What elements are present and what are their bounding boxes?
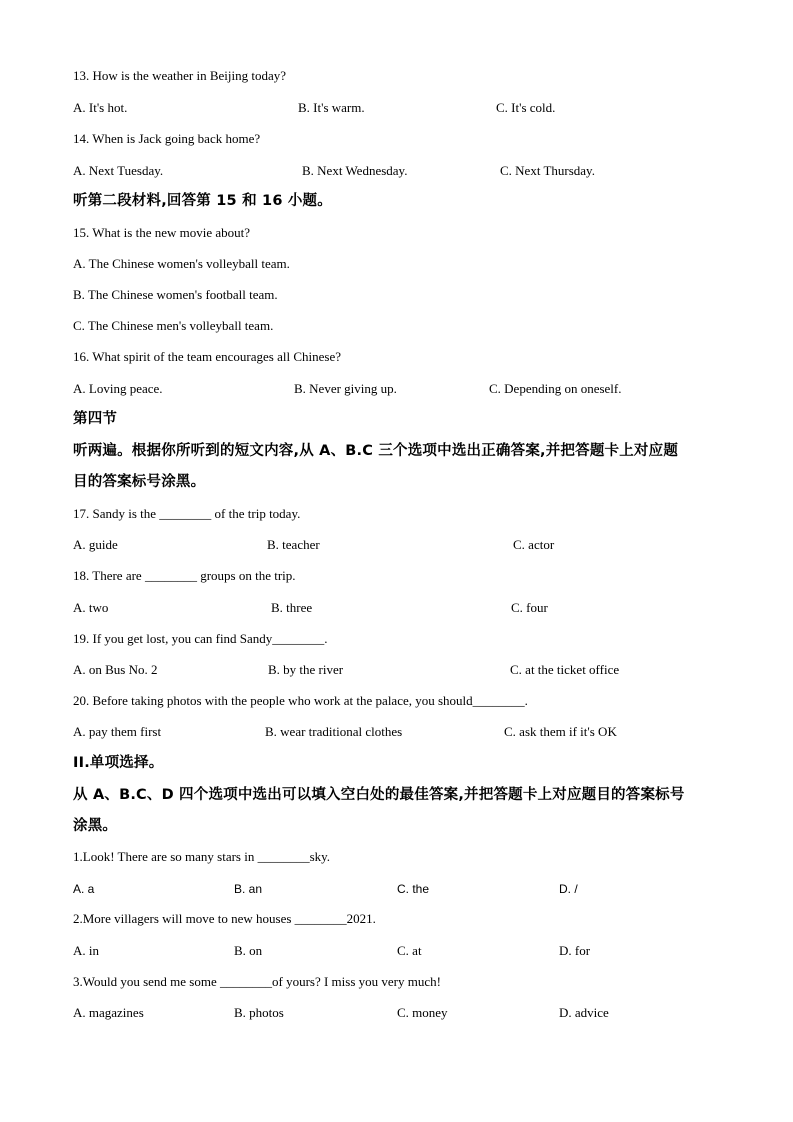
- q19-option-b: B. by the river: [268, 662, 344, 677]
- g3-option-d: D. advice: [559, 1005, 609, 1020]
- q13-option-a: A. It's hot.: [73, 100, 128, 115]
- part2-heading: 听第二段材料,回答第 15 和 16 小题。: [73, 193, 332, 209]
- q13-option-c: C. It's cold.: [496, 100, 556, 115]
- q14-option-c: C. Next Thursday.: [500, 163, 595, 178]
- g2-option-b: B. on: [234, 943, 263, 958]
- q19-option-a: A. on Bus No. 2: [73, 662, 158, 677]
- g1-option-b: B. an: [234, 882, 263, 896]
- q15-option-b: B. The Chinese women's football team.: [73, 287, 278, 302]
- q20-option-c: C. ask them if it's OK: [504, 724, 617, 739]
- question-14: 14. When is Jack going back home?: [73, 131, 261, 146]
- grammar-question-3: 3.Would you send me some ________of yours? I miss you very much!: [73, 974, 441, 989]
- q17-option-a: A. guide: [73, 537, 118, 552]
- q14-option-b: B. Next Wednesday.: [302, 163, 408, 178]
- section4-instruction-line1: 听两遍。根据你所听到的短文内容,从 A、B.C 三个选项中选出正确答案,并把答题卡上对应题: [73, 443, 679, 459]
- q16-option-a: A. Loving peace.: [73, 381, 163, 396]
- g2-option-a: A. in: [73, 943, 99, 958]
- q16-option-c: C. Depending on oneself.: [489, 381, 622, 396]
- q18-option-c: C. four: [511, 600, 548, 615]
- q15-option-c: C. The Chinese men's volleyball team.: [73, 318, 274, 333]
- g2-option-d: D. for: [559, 943, 591, 958]
- q13-option-b: B. It's warm.: [298, 100, 365, 115]
- g2-option-c: C. at: [397, 943, 422, 958]
- q14-option-a: A. Next Tuesday.: [73, 163, 164, 178]
- question-16: 16. What spirit of the team encourages all Chinese?: [73, 349, 341, 364]
- q15-option-a: A. The Chinese women's volleyball team.: [73, 256, 290, 271]
- section2-instruction-line1: 从 A、B.C、D 四个选项中选出可以填入空白处的最佳答案,并把答题卡上对应题目的答案标号: [73, 787, 685, 803]
- section4-title: 第四节: [73, 411, 118, 427]
- g3-option-c: C. money: [397, 1005, 448, 1020]
- g1-option-d: D. /: [559, 882, 578, 896]
- g1-option-a: A. a: [73, 882, 95, 896]
- grammar-question-1: 1.Look! There are so many stars in ________sky.: [73, 849, 331, 864]
- q16-option-b: B. Never giving up.: [294, 381, 397, 396]
- g1-option-c: C. the: [397, 882, 430, 896]
- q20-option-b: B. wear traditional clothes: [265, 724, 403, 739]
- q19-option-c: C. at the ticket office: [510, 662, 620, 677]
- q17-option-b: B. teacher: [267, 537, 320, 552]
- section4-instruction-line2: 目的答案标号涂黑。: [73, 474, 206, 490]
- question-20: 20. Before taking photos with the people who work at the palace, you should________.: [73, 693, 528, 708]
- question-18: 18. There are ________ groups on the trip.: [73, 568, 296, 583]
- question-17: 17. Sandy is the ________ of the trip today.: [73, 506, 301, 521]
- section2-instruction-line2: 涂黑。: [73, 818, 118, 834]
- grammar-question-2: 2.More villagers will move to new houses ________2021.: [73, 911, 376, 926]
- g3-option-b: B. photos: [234, 1005, 284, 1020]
- section2-title: II.单项选择。: [73, 755, 164, 771]
- q18-option-b: B. three: [271, 600, 313, 615]
- question-19: 19. If you get lost, you can find Sandy________.: [73, 631, 328, 646]
- q20-option-a: A. pay them first: [73, 724, 162, 739]
- q17-option-c: C. actor: [513, 537, 555, 552]
- g3-option-a: A. magazines: [73, 1005, 144, 1020]
- question-13: 13. How is the weather in Beijing today?: [73, 68, 287, 83]
- question-15: 15. What is the new movie about?: [73, 225, 251, 240]
- q18-option-a: A. two: [73, 600, 109, 615]
